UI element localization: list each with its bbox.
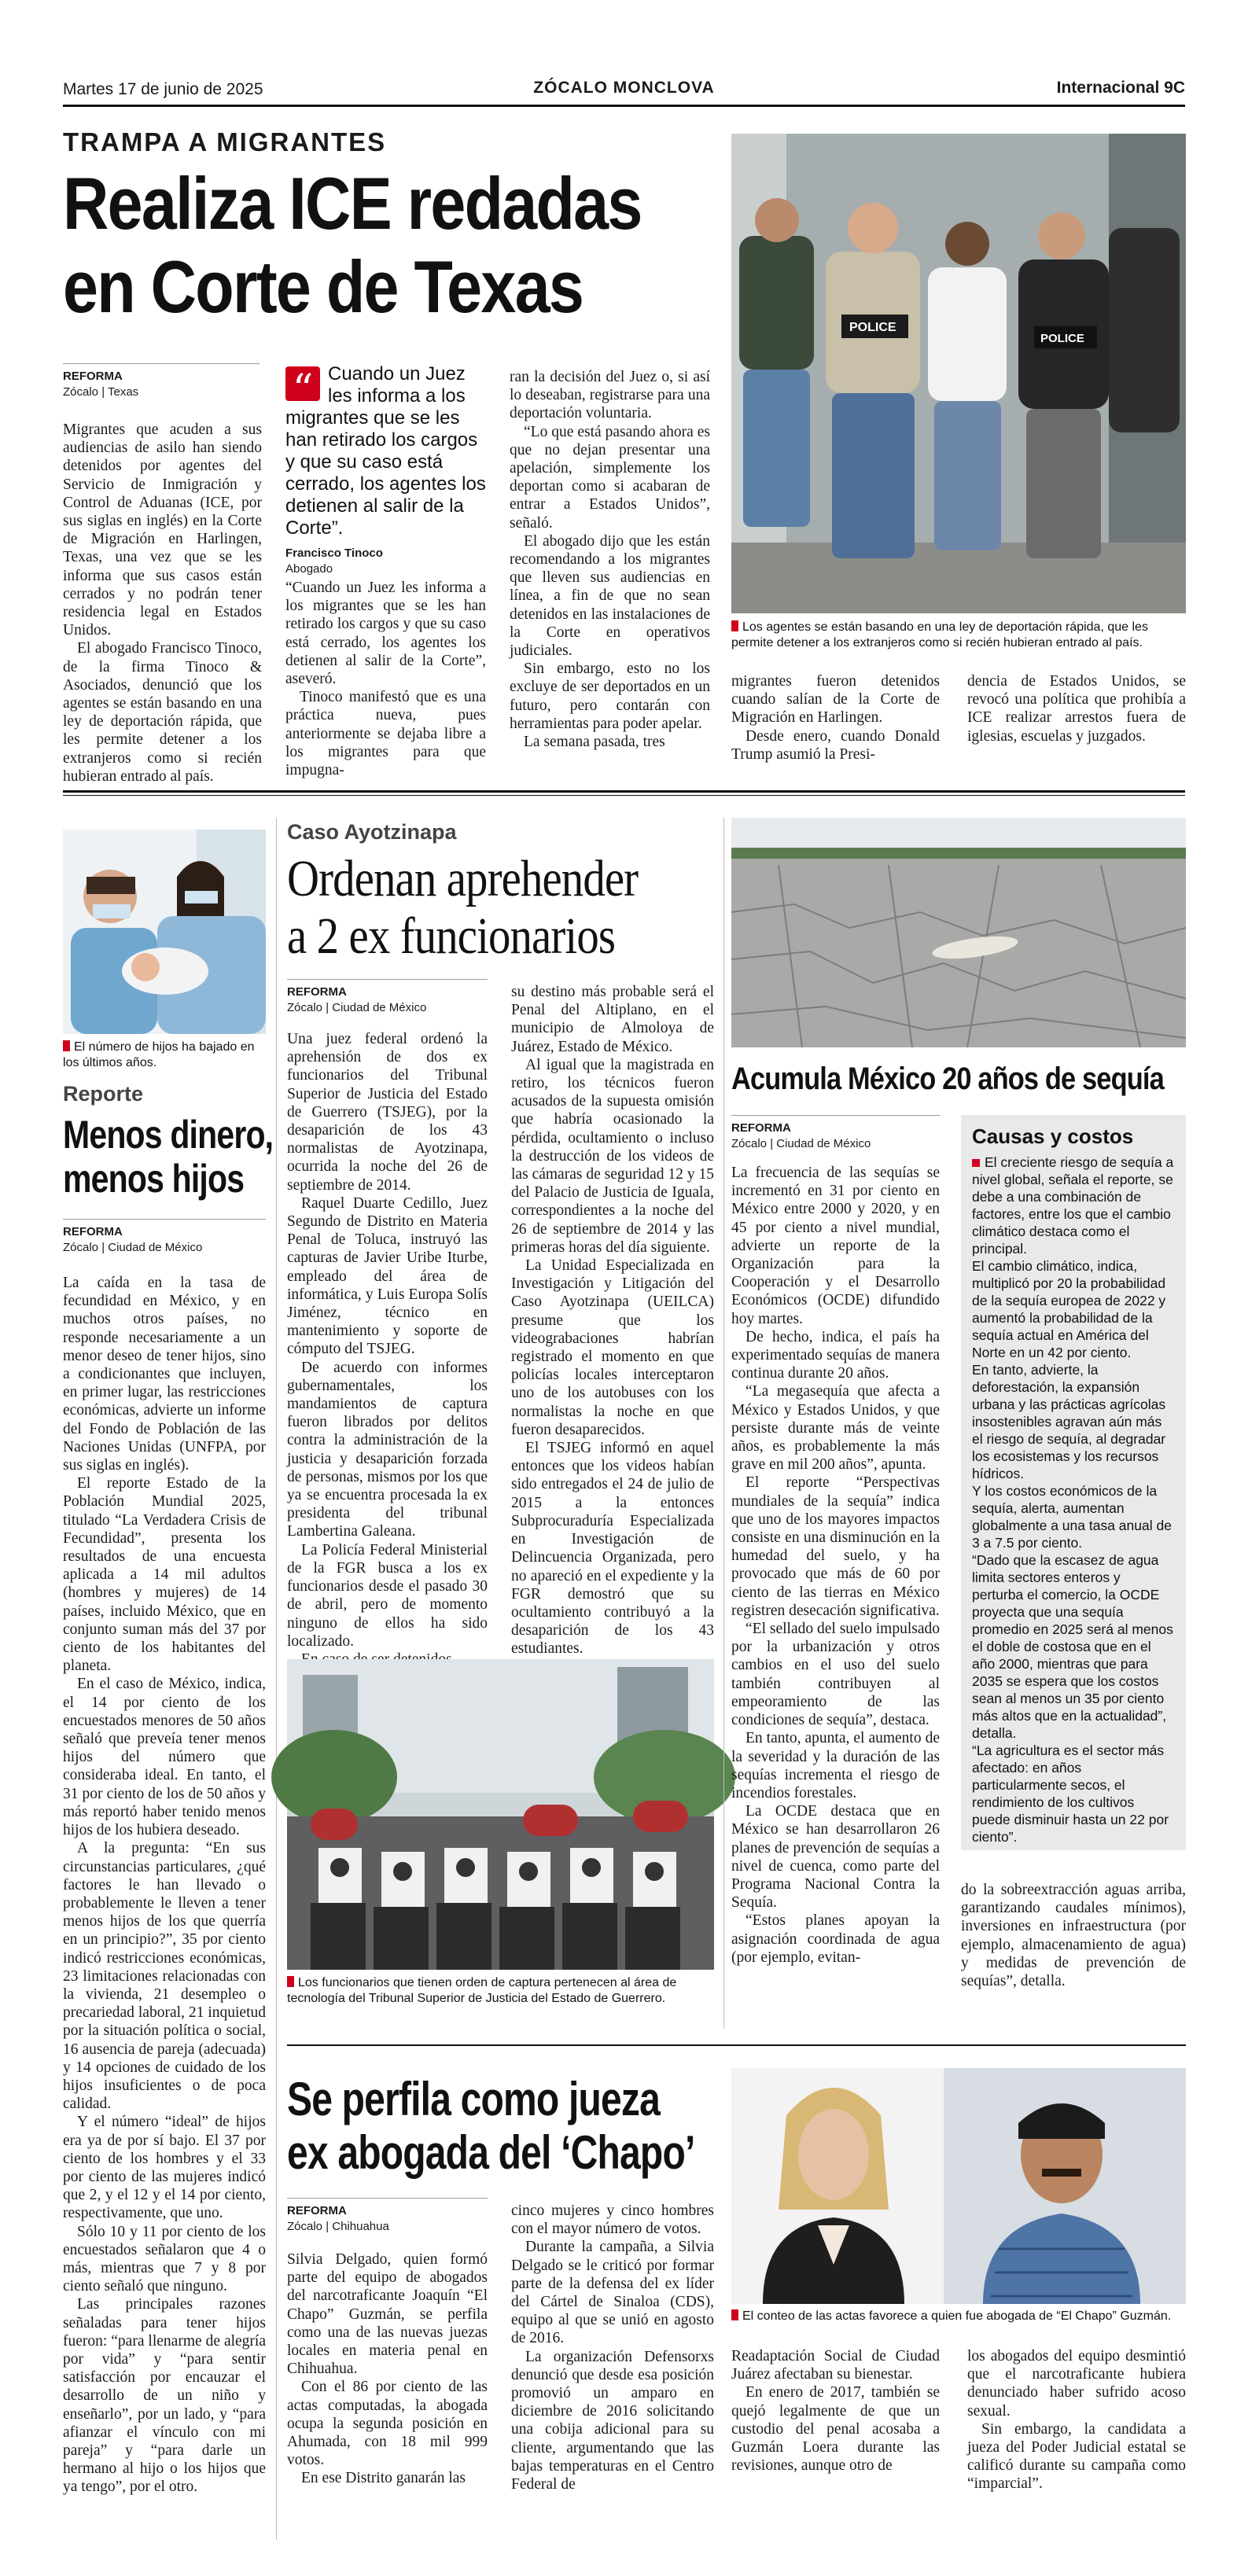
story1-headline-line2: en Corte de Texas — [63, 245, 584, 328]
paragraph: Desde enero, cuando Donald Trump asumió la Presi- — [731, 727, 940, 763]
story3-headline-line1: Ordenan aprehender — [287, 850, 639, 907]
paragraph: La semana pasada, tres — [524, 734, 665, 751]
source-label: REFORMA — [63, 370, 123, 383]
caption-marker-icon — [287, 1976, 294, 1987]
sidebar-paragraph: El creciente riesgo de sequía a nivel global, señala el reporte, se debe a una combinación de factores, entre los que el cambio climático destaca como el principal. — [972, 1154, 1174, 1257]
story5-byline — [287, 2198, 488, 2235]
vest-label: POLICE — [849, 321, 896, 334]
paragraph: Silvia Delgado, quien formó parte del equipo de abogados del narcotraficante Joaquín “El Chapo” Guzmán, se perfila como una de las nuevas juezas locales en materia penal en Chihuahua. — [287, 2251, 488, 2378]
story1-headline-line1: Realiza ICE redadas — [63, 162, 642, 245]
story4-column-1 — [731, 1164, 940, 2029]
paragraph: En enero de 2017, también se quejó legalmente de que un custodio del penal acosaba a Guzmán Loera durante las revisiones, aunque otro de — [731, 2384, 940, 2475]
paragraph: Durante la campaña, a Silvia Delgado se le criticó por formar parte de la defensa del ex líder del Cártel de Sinaloa (CDS), equipo al que se unió en agosto de 2016. — [511, 2239, 714, 2347]
caption-marker-icon — [731, 2309, 738, 2320]
story1-caption: Los agentes se están basando en una ley de deportación rápida, que les permite detener a los extranjeros como si recién hubieran entrado al país. — [731, 620, 1148, 650]
column-rule — [276, 818, 277, 2540]
story1-column-1 — [63, 421, 262, 785]
paragraph: los abogados del equipo desmintió que el narcotraficante hubiera denunciado haber sufrido acoso sexual. — [967, 2348, 1186, 2420]
story2-caption: El número de hijos ha bajado en los últimos años. — [63, 1040, 255, 1069]
paragraph: La frecuencia de las sequías se incrementó en 31 por ciento en México entre 2000 y 2020, y en 45 por ciento a nivel mundial, advierte un reporte de la Organización para la Cooperación y el Desarrollo Económicos (OCDE) difundido hoy martes. — [731, 1165, 940, 1327]
story4-column-2 — [961, 1881, 1186, 2030]
march-illustration — [287, 1659, 714, 1970]
paragraph: “Cuando un Juez les informa a los migrantes que se les han retirado los cargos y que su caso está cerrado, los agentes los detienen al salir de la Corte”, aseveró. — [285, 580, 486, 688]
paragraph: migrantes fueron detenidos cuando salían de la Corte de Migración en Harlingen. — [731, 673, 940, 727]
story3-column-2 — [511, 983, 714, 1658]
family-photo — [63, 830, 266, 1034]
quote-author: Francisco Tinoco — [285, 546, 383, 560]
paragraph: Las principales razones señaladas para tener hijos fueron: “para llenarme de alegría por vida” y “para sentir satisfacción por encauzar el desarrollo de un niño y enseñarlo”, por un lado, y “para afianzar el vínculo con mi pareja” y “para darle un hermano al hijo o los hijos que ya tengo”, por el otro. — [63, 2296, 266, 2496]
story3-caption: Los funcionarios que tienen orden de captura pertenecen al área de tecnología del Tribunal Superior de Justicia del Estado de Guerrero. — [287, 1976, 677, 2005]
paragraph: Sin embargo, esto no los excluye de ser deportados en un futuro, pero contarán con herramientas para poder apelar. — [510, 661, 710, 732]
source-label: REFORMA — [287, 2204, 347, 2217]
paragraph: Al igual que la magistrada en retiro, los técnicos fueron acusados de la supuesta omisión que habría ocasionado la pérdida, ocultamiento o incluso la destrucción de los videos de las cámaras de seguridad 12 y 15 del Palacio de Justicia de Iguala, correspondientes a la noche del 26 de septiembre de 2014 y las primeras horas del día siguiente. — [511, 1056, 714, 1256]
paragraph: La organización Defensorxs denunció que desde esa posición promovió un amparo en diciembre de 2016 solicitando una cobija adicional para su cliente, argumentando que las bajas temperaturas en el Centro Federal de — [511, 2348, 714, 2493]
source-label: REFORMA — [731, 1121, 791, 1135]
section-divider — [63, 790, 1185, 793]
paragraph: su destino más probable será el Penal del Altiplano, en el municipio de Almoloya de Juárez, Estado de México. — [511, 984, 714, 1055]
paragraph: “Estos planes apoyan la asignación coordinada de agua (por ejemplo, evitan- — [731, 1912, 940, 1966]
portraits-illustration — [731, 2068, 1186, 2304]
paragraph: La caída en la tasa de fecundidad en México, y en muchos otros países, no responde necesariamente a un menor deseo de tener hijos, sino a condicionantes que incluyen, en primer lugar, las restricciones económicas, advierte un informe del Fondo de Población de las Naciones Unidas (UNFPA, por sus siglas en inglés). — [63, 1275, 266, 1474]
page-header — [63, 75, 1185, 107]
story2-headline-line1: Menos dinero, — [63, 1113, 274, 1157]
dateline: Zócalo | Ciudad de México — [287, 1001, 427, 1014]
paragraph: “La megasequía que afecta a México y Estados Unidos, y que persiste durante más de veinte años, es probablemente la más grave en mil 200 años”, apunta. — [731, 1383, 940, 1474]
paragraph: La Policía Federal Ministerial de la FGR busca a los ex funcionarios desde el pasado 30 de abril, pero de momento ninguno de ellos ha sido localizado. — [287, 1541, 488, 1650]
caption-marker-icon — [63, 1040, 70, 1051]
story1-column-5 — [967, 672, 1186, 763]
ayotzinapa-march-photo — [287, 1659, 714, 1970]
story1-byline — [63, 363, 260, 400]
caption-marker-icon — [731, 620, 738, 631]
paragraph: La Unidad Especializada en Investigación y Litigación del Caso Ayotzinapa (UEILCA) presume que los videograbaciones habrían registrado el momento en que policías locales interceptaron uno de los autobuses con los normalistas la noche en que fueron desaparecidos. — [511, 1257, 714, 1438]
paragraph: De acuerdo con informes gubernamentales, los mandamientos de captura fueron librados por delitos contra la administración de la justicia y desaparición forzada de personas, mismos por los que ya se encuentra procesada la ex presidenta del tribunal Lambertina Galeana. — [287, 1359, 488, 1540]
paragraph: Readaptación Social de Ciudad Juárez afectaban su bienestar. — [731, 2348, 940, 2383]
section-label: Internacional 9C — [1056, 79, 1185, 97]
paragraph: El TSJEG informó en aquel entonces que los videos habían sido entregados el 24 de julio de 2015 a la entonces Subprocuraduría Especializada en Investigación de Delincuencia Organizada, pero no apareció en el expediente y la FGR demostró que su ocultamiento contribuyó a la desaparición de los 43 estudiantes. — [511, 1440, 714, 1658]
column-rule — [723, 818, 724, 2029]
story1-column-2 — [285, 579, 486, 779]
paragraph: La OCDE destaca que en México se han desarrollaron 26 planes de prevención de sequías a nivel de cuenca, como parte del Programa Nacional Contra la Sequía. — [731, 1803, 940, 1912]
quote-mark-icon: “ — [285, 366, 320, 401]
story2-headline-line2: menos hijos — [63, 1157, 245, 1201]
paragraph: “El sellado del suelo impulsado por la urbanización y otros cambios en el uso del suelo también contribuyen al empeoramiento de las condiciones de sequía”, destaca. — [731, 1621, 940, 1729]
story4-headline: Acumula México 20 años de sequía — [731, 1062, 1164, 1096]
story5-caption: El conteo de las actas favorece a quien fue abogada de “El Chapo” Guzmán. — [731, 2309, 1186, 2324]
story4-byline — [731, 1115, 940, 1152]
paragraph: En el caso de México, indica, el 14 por ciento de los encuestados menores de 50 años señaló que preveía tener menos hijos del número que consideraba ideal. En tanto, el 31 por ciento de los de 50 años y más reportó haber tenido menos hijos de los hubiera deseado. — [63, 1676, 266, 1839]
paragraph: Una juez federal ordenó la aprehensión de dos ex funcionarios del Tribunal Superior de Justicia del Estado de Guerrero (TSJEG), por la desaparición de los 43 normalistas de Ayotzinapa, ocurrida la noche del 26 de septiembre de 2014. — [287, 1031, 488, 1194]
newspaper-name: ZÓCALO MONCLOVA — [533, 79, 715, 97]
paragraph: El reporte Estado de la Población Mundial 2025, titulado “La Verdadera Crisis de Fecundidad”, presenta los resultados de una encuesta aplicada a 14 mil adultos (hombres y mujeres) de 14 países, incluido México, que en conjunto suman más del 37 por ciento de los habitantes del planeta. — [63, 1475, 266, 1675]
paragraph: Tinoco manifestó que es una práctica nueva, pues anteriormente se dejaba libre a los migrantes para que impugna- — [285, 689, 486, 779]
pull-quote — [285, 363, 486, 577]
section-divider — [287, 2044, 1186, 2046]
causes-costs-sidebar — [961, 1115, 1186, 1850]
vest-label-2: POLICE — [1040, 332, 1084, 345]
sidebar-paragraph: El cambio climático, indica, multiplicó por 20 la probabilidad de la sequía europea de 2022 y aumentó la probabilidad de la sequía actual en América del Norte en un 42 por ciento. — [972, 1258, 1166, 1360]
story5-column-4 — [967, 2347, 1186, 2540]
paragraph: Raquel Duarte Cedillo, Juez Segundo de Distrito en Materia Penal de Toluca, instruyó las capturas de Javier Uribe Iturbe, empleado del área de informática, y Luis Europa Solís Jiménez, técnico en mantenimiento y soporte de cómputo del TSJEG. — [287, 1194, 488, 1358]
paragraph: cinco mujeres y cinco hombres con el mayor número de votos. — [511, 2202, 714, 2238]
story3-headline-line2: a 2 ex funcionarios — [287, 907, 616, 965]
sidebar-marker-icon — [972, 1159, 980, 1167]
dateline: Zócalo | Ciudad de México — [63, 1241, 203, 1254]
story3-column-1 — [287, 1030, 488, 1650]
delgado-chapo-photo — [731, 2068, 1186, 2304]
sidebar-title: Causas y costos — [972, 1124, 1134, 1148]
story5-column-1 — [287, 2250, 488, 2541]
cracked-earth-illustration — [731, 818, 1186, 1047]
story5-headline-line1: Se perfila como jueza — [287, 2073, 661, 2125]
ice-agents-illustration — [731, 134, 1186, 613]
sidebar-paragraph: Y los costos económicos de la sequía, alerta, aumentan globalmente a una tasa anual de 3 a 7.5 por ciento. — [972, 1483, 1172, 1551]
story2-kicker: Reporte — [63, 1082, 144, 1106]
sidebar-paragraph: En tanto, advierte, la deforestación, la expansión urbana y las prácticas agrícolas insostenibles agravan aún más el riesgo de sequía, al degradar los ecosistemas y los recursos hídricos. — [972, 1362, 1166, 1481]
section-divider-thin — [63, 795, 1185, 796]
paragraph: De hecho, indica, el país ha experimentado sequías de manera continua durante 20 años. — [731, 1328, 940, 1382]
paragraph: Migrantes que acuden a sus audiencias de asilo han siendo detenidos por agentes del Servicio de Inmigración y Control de Aduanas (ICE, por sus siglas en inglés) en la Corte de Migración en Harlingen, Texas, una vez que se les informa que sus casos están cerrados y no podrán tener residencia legal en Estados Unidos. — [63, 421, 262, 639]
paragraph: En ese Distrito ganarán las — [301, 2470, 466, 2487]
dateline: Zócalo | Texas — [63, 385, 139, 399]
dateline: Zócalo | Chihuahua — [287, 2220, 389, 2233]
paragraph: El abogado dijo que les están recomendando a los migrantes que lleven sus audiencias en línea, a fin de que no sean detenidos en las instalaciones de la Corte en operativos judiciales. — [510, 532, 710, 660]
story5-column-3 — [731, 2347, 940, 2540]
story5-headline-line2: ex abogada del ‘Chapo’ — [287, 2126, 695, 2179]
paragraph: El abogado Francisco Tinoco, de la firma Tinoco & Asociados, denunció que los agentes se están basando en una ley de deportación rápida, que les permite detener a los extranjeros como si recién hubieran entrado al país. — [63, 640, 262, 785]
story5-column-2 — [511, 2202, 714, 2541]
story3-byline — [287, 979, 488, 1016]
sidebar-paragraph: “La agricultura es el sector más afectado: en años particularmente secos, el rendimiento de los cultivos puede disminuir hasta un 22 por ciento”. — [972, 1742, 1169, 1845]
quote-role: Abogado — [285, 562, 333, 576]
paragraph: dencia de Estados Unidos, se revocó una política que prohibía a ICE realizar arrestos fuera de iglesias, escuelas y juzgados. — [967, 673, 1186, 745]
story3-kicker: Caso Ayotzinapa — [287, 820, 457, 844]
story1-column-3 — [510, 368, 710, 755]
paragraph: Sin embargo, la candidata a jueza del Poder Judicial estatal se calificó durante su campaña como “imparcial”. — [967, 2420, 1186, 2493]
quote-text: Cuando un Juez les informa a los migrantes que se les han retirado los cargos y que su caso está cerrado, los agentes los detienen al salir de la Corte”. — [285, 363, 486, 539]
family-illustration — [63, 830, 266, 1034]
paragraph: Con el 86 por ciento de las actas computadas, la abogada ocupa la segunda posición en Ahumada, con 18 mil 999 votos. — [287, 2379, 488, 2469]
paragraph: Y el número “ideal” de hijos era ya de por sí bajo. El 37 por ciento de los hombres y el 33 por ciento de las mujeres indicó que 2, y el 12 y el 14 por ciento, respectivamente, que uno. — [63, 2114, 266, 2222]
story1-kicker: TRAMPA A MIGRANTES — [63, 127, 387, 156]
issue-date: Martes 17 de junio de 2025 — [63, 80, 263, 98]
paragraph: “Lo que está pasando ahora es que no dejan presentar una apelación, simplemente los deportan como si acabaran de entrar a Estados Unidos”, señaló. — [510, 423, 710, 532]
paragraph: A la pregunta: “En sus circunstancias particulares, ¿qué factores le han llevado o probablemente le lleven a tener menos hijos de los que querría en un principio?”, 35 por ciento indicó restricciones económicas, 23 limitaciones relacionadas con la vivienda, 21 desempleo o precariedad laboral, 21 inquietud por la situación política o social, 16 ausencia de pareja (adecuada) y 14 opciones de cuidado de los hijos insuficientes o de poca calidad. — [63, 1840, 266, 2113]
source-label: REFORMA — [63, 1225, 123, 1238]
story1-column-4 — [731, 672, 940, 763]
sidebar-paragraph: “Dado que la escasez de agua limita sectores enteros y perturba el comercio, la OCDE proyecta que una sequía promedio en 2025 será al menos el doble de costosa que en el año 2000, mientras que para 2035 se espera que los costos sean al menos un 35 por ciento más altos que en la actualidad”, detalla. — [972, 1552, 1173, 1741]
paragraph: En tanto, apunta, el aumento de la severidad y la duración de las sequías incrementa el riesgo de incendios forestales. — [731, 1730, 940, 1801]
story2-byline — [63, 1219, 266, 1256]
source-label: REFORMA — [287, 985, 347, 999]
paragraph: do la sobreextracción aguas arriba, garantizando caudales mínimos), inversiones en infraestructura (por ejemplo, almacenamiento de agua) y medidas de prevención de sequías”, detalla. — [961, 1882, 1186, 1990]
paragraph: ran la decisión del Juez o, si así lo deseaban, registrarse para una deportación voluntaria. — [510, 369, 710, 422]
drought-photo — [731, 818, 1186, 1047]
paragraph: El reporte “Perspectivas mundiales de la sequía” indica que uno de los mayores impactos consiste en una disminución en la humedad del suelo, y ha provocado que más de 60 por ciento de las tierras en México registren desecación significativa. — [731, 1474, 940, 1619]
dateline: Zócalo | Ciudad de México — [731, 1137, 871, 1150]
paragraph: Sólo 10 y 11 por ciento de los encuestados señalaron que 4 o más, mientras que 7 y 8 por ciento señaló que ninguno. — [63, 2223, 266, 2295]
story2-body — [63, 1274, 266, 2536]
ice-agents-photo — [731, 134, 1186, 613]
